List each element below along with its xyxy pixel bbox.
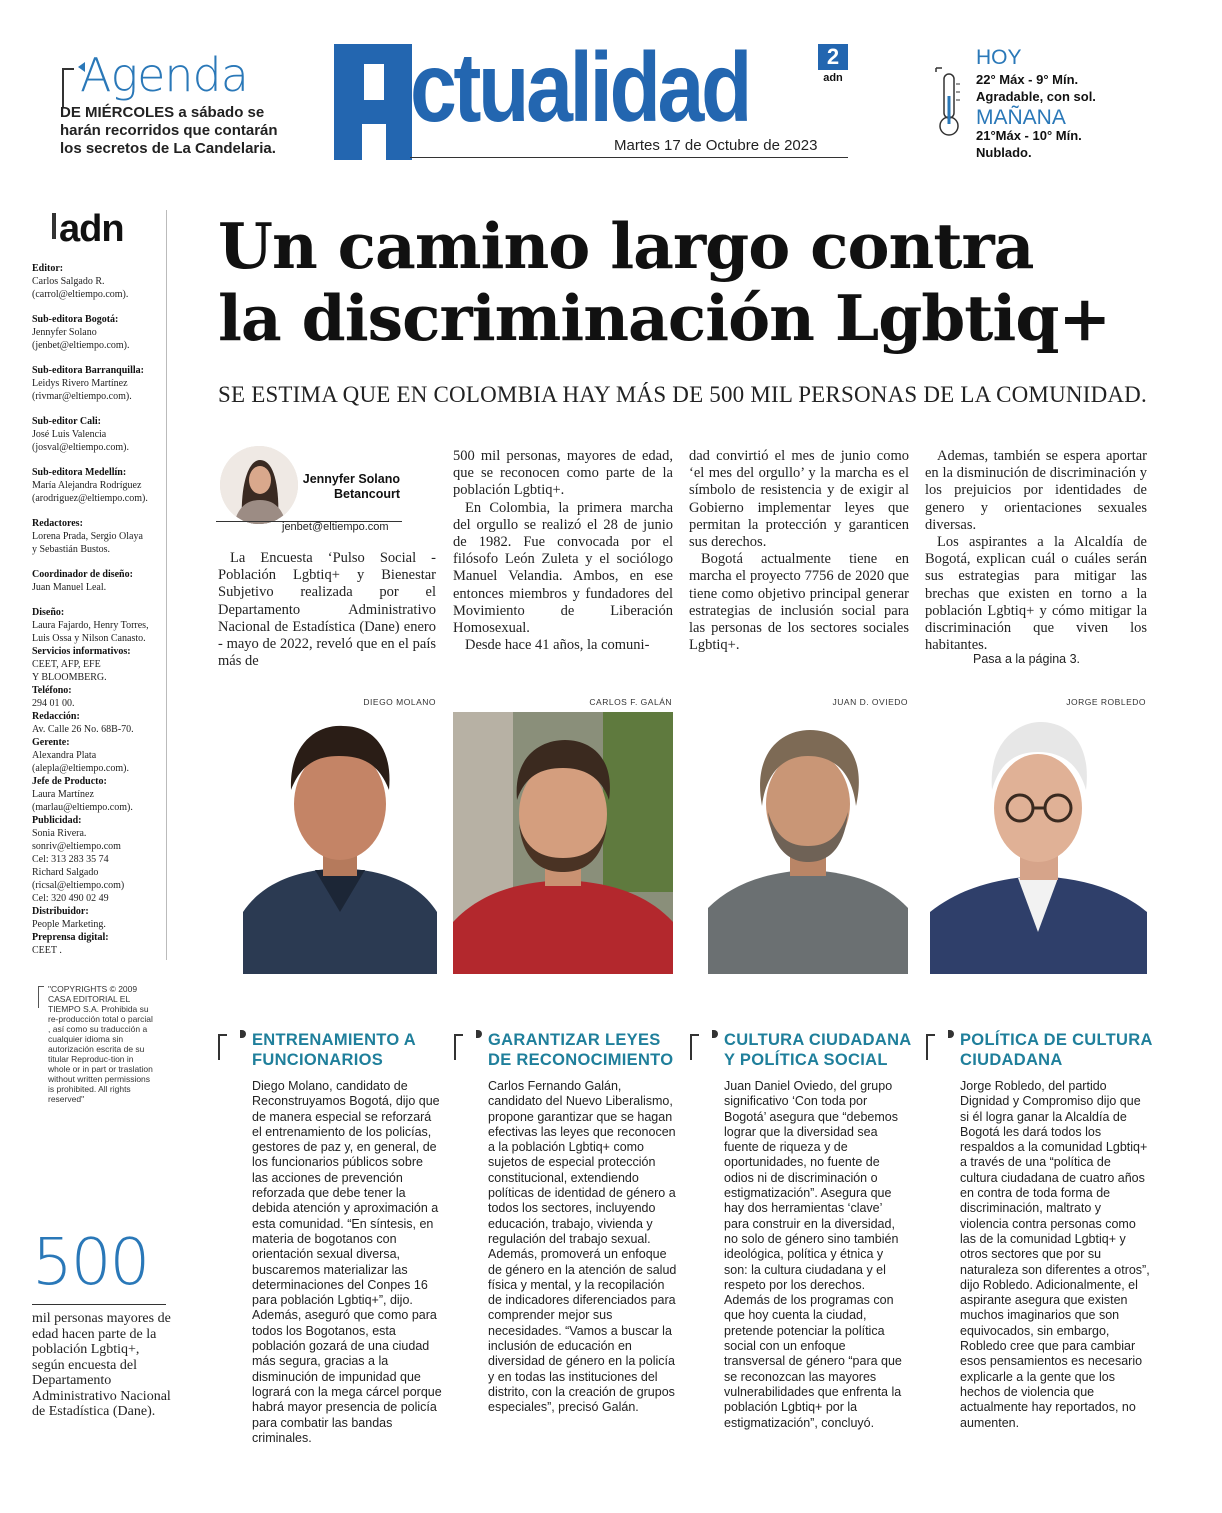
section-body-oviedo: Juan Daniel Oviedo, del grupo significativo ‘Con toda por Bogotá’ asegura que “debemos lograr que la diversidad sea fuente de riqueza y de oportunidades, no fuente de odios ni de discriminación o estigmatización”. Asegura que hay dos herramientas ‘clave’ para construir en la diversidad, no solo de género sino también ideológica, política y étnica y son: la cultura ciudadana y el respeto por los derechos. Además de los programas con que hoy cuenta la ciudad, pretende potenciar la política social con un enfoque transversal de género “para que se reconozcan las mayores vulnerabilidades que enfrenta la población Lgbtiq+ por la estigmatización”, concluyó.	[724, 1079, 902, 1430]
stat-text: mil personas mayores de edad hacen parte de la población Lgbtiq+, según encuesta del Departamento Administrativo Nacional de Estadística (Dane).	[32, 1311, 171, 1419]
staff-entry	[32, 262, 172, 301]
section-title-oviedo: CULTURA CIUDADANA Y POLÍTICA SOCIAL	[724, 1031, 911, 1069]
staff-entry	[32, 736, 172, 775]
staff-line: 294 01 00.	[32, 698, 75, 709]
section-bracket	[690, 1034, 699, 1060]
stat-rule	[32, 1304, 166, 1305]
author-email[interactable]: jenbet@eltiempo.com	[282, 521, 389, 533]
staff-entry	[32, 905, 172, 931]
weather-today-desc: Agradable, con sol.	[976, 89, 1096, 104]
body-column-4	[925, 448, 1147, 654]
headline-line-1: Un camino largo contra	[218, 209, 1034, 283]
section-title-molano: ENTRENAMIENTO A FUNCIONARIOS	[252, 1031, 416, 1069]
paragraph-1-cont: 500 mil personas, mayores de edad, que se reconocen como parte de la población Lgbtiq+.	[453, 448, 673, 499]
agenda-text	[60, 104, 300, 158]
headline-line-2: la discriminación Lgbtiq+	[218, 281, 1111, 355]
staff-entry	[32, 645, 172, 684]
staff-line: Lorena Prada, Sergio Olaya	[32, 531, 143, 542]
staff-line: y Sebastián Bustos.	[32, 544, 111, 555]
staff-line: Leidys Rivero Martínez	[32, 378, 128, 389]
deck: SE ESTIMA QUE EN COLOMBIA HAY MÁS DE 500 MIL PERSONAS DE LA COMUNIDAD.	[218, 382, 1147, 407]
staff-line: CEET, AFP, EFE	[32, 659, 101, 670]
staff-entry	[32, 517, 172, 556]
staff-line: (ricsal@eltiempo.com)	[32, 880, 125, 891]
copyright-notice: "COPYRIGHTS © 2009 CASA EDITORIAL EL TIEMPO S.A. Prohibida su re-producción total o parcial , así como su traducción a cualquier idioma sin autorización escrita de su titular Reproduc-tion in whole or in part or traslation without written permissions is prohibited. All rights reserved"	[48, 984, 153, 1104]
date-rule	[410, 157, 848, 158]
photo-credit-oviedo: JUAN D. OVIEDO	[832, 697, 908, 707]
staff-line: Jennyfer Solano	[32, 327, 97, 338]
logo-letter-a-icon	[334, 44, 412, 160]
body-column-3	[689, 448, 909, 654]
staff-line: Laura Fajardo, Henry Torres,	[32, 620, 149, 631]
staff-line: María Alejandra Rodríguez	[32, 480, 142, 491]
logo-tick-icon	[52, 213, 56, 239]
staff-role: Preprensa digital:	[32, 932, 109, 943]
thermometer-icon	[928, 66, 970, 138]
staff-line: Carlos Salgado R.	[32, 276, 105, 287]
staff-role: Redactores:	[32, 518, 83, 529]
section-body-galan: Carlos Fernando Galán, candidato del Nuevo Liberalismo, propone garantizar que se hagan efectivas las leyes que reconocen a la población Lgbtiq+ como sujetos de especial protección constitucional, extendiendo políticas de identidad de género a todos los sectores, incluyendo educación, trabajo, vivienda y regulación del trabajo sexual. Además, promoverá un enfoque de género en la atención de salud física y mental, y la recopilación de indicadores diferenciados para comprender mejor sus necesidades. “Vamos a buscar la inclusión de educación en diversidad de género en la policía y en todas las instituciones del distrito, con la creación de grupos especiales”, precisó Galán.	[488, 1079, 677, 1415]
agenda-title: Agenda	[80, 48, 248, 102]
staff-role: Sub-editora Medellín:	[32, 467, 127, 478]
adn-logo-text: adn	[59, 208, 124, 250]
staff-line: Luis Ossa y Nilson Canasto.	[32, 633, 146, 644]
photo-credit-molano: DIEGO MOLANO	[363, 697, 436, 707]
weather-today	[976, 71, 1096, 105]
author-photo	[220, 446, 298, 524]
staff-line: People Marketing.	[32, 919, 106, 930]
section-body-robledo: Jorge Robledo, del partido Dignidad y Compromiso dijo que si él logra ganar la Alcaldía de Bogotá les dará todos los respaldos a la comunidad Lgbtiq+ a través de una “política de cultura ciudadana de cuatro años en contra de toda forma de discriminación, maltrato y violencia contra personas como las de la comunidad Lgbtiq+ y otros sectores que por su naturaleza son diferentes a otros”, dijo Robledo. Adicionalmente, el aspirante asegura que existen muchos imaginarios que son equivocados, sin embargo, Robledo cree que para cambiar esos pensamientos es necesario explicarle a la gente que los hechos de violencia que actualmente hay reportados, no aumenten.	[960, 1079, 1150, 1430]
section-marker-icon	[948, 1030, 954, 1038]
weather-tomorrow-desc: Nublado.	[976, 145, 1032, 160]
paragraph-2: En Colombia, la primera marcha del orgullo se realizó el 28 de junio de 1982. Fue convocada por el filósofo León Zuleta y el sociólogo Manuel Velandia. Ambos, en ese entonces miembros y fundadores del Movimiento de Liberación Homosexual.	[453, 499, 673, 637]
staff-role: Jefe de Producto:	[32, 776, 107, 787]
paragraph-3: Desde hace 41 años, la comuni-	[465, 637, 650, 654]
author-name: Jennyfer Solano Betancourt	[302, 472, 400, 501]
staff-line: sonriv@eltiempo.com	[32, 841, 121, 852]
agenda-bracket	[62, 68, 74, 108]
staff-role: Coordinador de diseño:	[32, 569, 133, 580]
staff-role: Teléfono:	[32, 685, 72, 696]
staff-line: (marlau@eltiempo.com).	[32, 802, 133, 813]
staff-line: Cel: 320 490 02 49	[32, 893, 109, 904]
copyright-bracket	[38, 986, 44, 1008]
staff-line: (carrol@eltiempo.com).	[32, 289, 129, 300]
badge-brand: adn	[823, 72, 843, 84]
staff-entry	[32, 415, 172, 454]
staff-line: Av. Calle 26 No. 68B-70.	[32, 724, 134, 735]
staff-entry	[32, 814, 172, 905]
staff-role: Distribuidor:	[32, 906, 89, 917]
staff-line: (jenbet@eltiempo.com).	[32, 340, 130, 351]
photo-credit-galan: CARLOS F. GALÁN	[589, 697, 672, 707]
staff-entry	[32, 466, 172, 505]
staff-entry	[32, 313, 172, 352]
photo-carlos-galan	[453, 712, 673, 974]
staff-role: Sub-editora Barranquilla:	[32, 365, 144, 376]
body-column-2	[453, 448, 673, 654]
staff-role: Sub-editor Cali:	[32, 416, 101, 427]
paragraph-5: Ademas, también se espera aportar en la disminución de discriminación y los prejuicios por identidades de genero y orientaciones sexuales diversas.	[925, 448, 1147, 533]
issue-date: Martes 17 de Octubre de 2023	[614, 137, 818, 154]
weather-today-label: HOY	[976, 46, 1022, 69]
section-marker-icon	[240, 1030, 246, 1038]
photo-juan-daniel-oviedo	[708, 712, 908, 974]
staff-role: Redacción:	[32, 711, 80, 722]
section-marker-icon	[712, 1030, 718, 1038]
stat-number: 500	[32, 1226, 149, 1300]
staff-line: Sonia Rivera.	[32, 828, 87, 839]
staff-line: José Luis Valencia	[32, 429, 107, 440]
staff-entry	[32, 684, 172, 710]
staff-line: Laura Martínez	[32, 789, 94, 800]
staff-line: (arodriguez@eltiempo.com).	[32, 493, 148, 504]
staff-line: (josval@eltiempo.com).	[32, 442, 129, 453]
weather-tomorrow-label: MAÑANA	[976, 106, 1066, 129]
staff-line: Y BLOOMBERG.	[32, 672, 107, 683]
staff-line: Alexandra Plata	[32, 750, 97, 761]
staff-line: CEET .	[32, 945, 62, 956]
staff-role: Sub-editora Bogotá:	[32, 314, 119, 325]
staff-role: Servicios informativos:	[32, 646, 131, 657]
staff-entry	[32, 775, 172, 814]
paragraph-6: Los aspirantes a la Alcaldía de Bogotá, explican cuál o cuáles serán sus estrategias para mitigar las brechas que existen en torno a la población Lgbtiq+ y cómo mitigar la discriminación que viven los habitantes.	[925, 534, 1147, 654]
agenda-body: a sábado se harán recorridos que contarán los secretos de La Candelaria.	[60, 104, 278, 157]
adn-logo	[52, 208, 124, 251]
staff-role: Gerente:	[32, 737, 70, 748]
staff-role: Diseño:	[32, 607, 65, 618]
staff-line: (rivmar@eltiempo.com).	[32, 391, 132, 402]
weather-tomorrow	[976, 127, 1082, 161]
staff-line: Juan Manuel Leal.	[32, 582, 107, 593]
photo-credit-robledo: JORGE ROBLEDO	[1066, 697, 1146, 707]
photo-diego-molano	[243, 712, 437, 974]
masthead-title: ctualidad	[410, 32, 750, 142]
paragraph-4: Bogotá actualmente tiene en marcha el proyecto 7756 de 2020 que tiene como objetivo principal generar estrategias de inclusión social para las personas de los sectores sociales Lgbtiq+.	[689, 551, 909, 654]
staff-role: Publicidad:	[32, 815, 82, 826]
weather-today-temps: 22° Máx - 9° Mín.	[976, 72, 1079, 87]
section-bracket	[926, 1034, 935, 1060]
section-bracket	[218, 1034, 227, 1060]
staff-entry	[32, 710, 172, 736]
body-column-1: La Encuesta ‘Pulso Social - Población Lgbtiq+ y Bienestar Subjetivo realizada por el Departamento Administrativo Nacional de Estadística (Dane) enero - mayo de 2022, reveló que en el país más de	[218, 550, 436, 670]
staff-line: Richard Salgado	[32, 867, 99, 878]
section-title-robledo: POLÍTICA DE CULTURA CIUDADANA	[960, 1031, 1153, 1069]
staff-line: (alepla@eltiempo.com).	[32, 763, 129, 774]
staff-entry	[32, 606, 172, 645]
section-bracket	[454, 1034, 463, 1060]
staff-box	[32, 262, 172, 957]
paragraph-3-cont: dad convirtió el mes de junio como ‘el mes del orgullo’ y la marcha es el símbolo de resistencia y de exigir al Gobierno implementar leyes que permitan la protección y garanticen sus derechos.	[689, 448, 909, 551]
jump-line: Pasa a la página 3.	[973, 652, 1081, 666]
staff-entry	[32, 568, 172, 594]
headline	[218, 210, 1198, 354]
weather-tomorrow-temps: 21°Máx - 10° Mín.	[976, 128, 1082, 143]
staff-entry	[32, 931, 172, 957]
agenda-lead: DE MIÉRCOLES	[60, 104, 175, 121]
staff-entry	[32, 364, 172, 403]
page-number-badge: 2	[818, 44, 848, 70]
section-title-galan: GARANTIZAR LEYES DE RECONOCIMIENTO	[488, 1031, 674, 1069]
photo-jorge-robledo	[930, 712, 1147, 974]
staff-role: Editor:	[32, 263, 64, 274]
section-marker-icon	[476, 1030, 482, 1038]
staff-line: Cel: 313 283 35 74	[32, 854, 109, 865]
section-body-molano: Diego Molano, candidato de Reconstruyamos Bogotá, dijo que de manera especial se reforzará el entrenamiento de los policías, gestores de paz y, en general, de los funcionarios públicos sobre las acciones de prevención reforzada que debe tener la debida atención y aproximación a esta comunidad. “En síntesis, en materia de bogotanos con orientación sexual diversa, buscaremos materializar las determinaciones del Conpes 16 para población Lgbtiq+”, dijo. Además, aseguró que como para todos los Bogotanos, esta población gozará de una ciudad más segura, gracias a la disminución de impunidad que logrará con la mega cárcel porque habrá mayor presencia de policía para combatir las bandas criminales.	[252, 1079, 442, 1445]
